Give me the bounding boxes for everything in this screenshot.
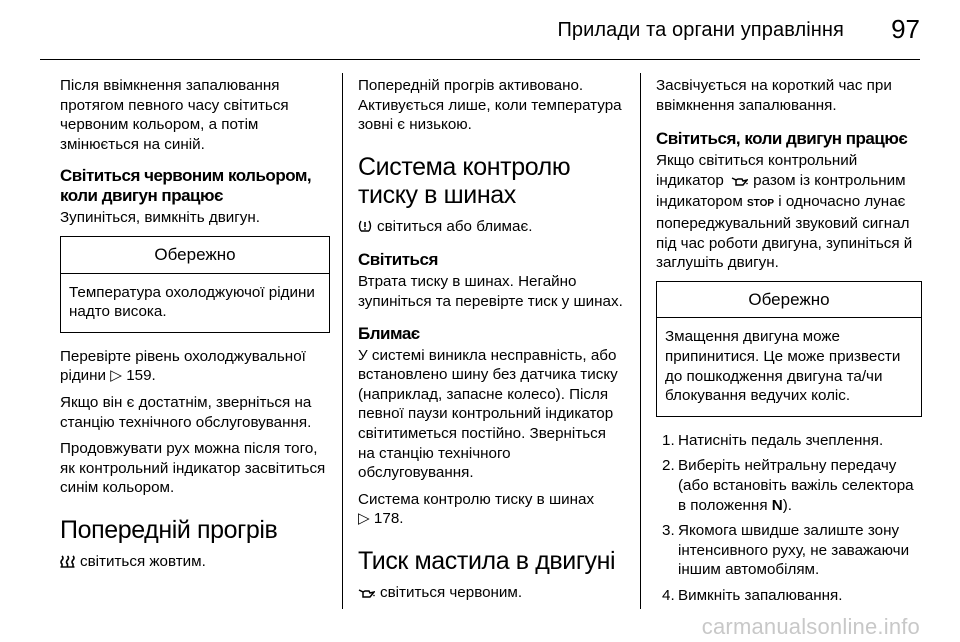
warning-text: Змащення двигуна може припинитися. Це може призвести до пошкодження двигуна та/чи блокування ведучих коліс. [665, 328, 901, 405]
warning-box [656, 281, 922, 417]
page-ref-arrow-icon: ▷ [110, 367, 122, 385]
paragraph: Якщо він є достатнім, зверніться на станцію технічного обслуговування. [60, 393, 312, 431]
warning-box [60, 236, 330, 333]
paragraph: Система контролю тиску в шинах ▷ 178. [358, 490, 595, 528]
oil-can-icon [358, 585, 375, 605]
stop-icon: STOP [747, 198, 775, 210]
section-heading: Світиться, коли двигун працює [656, 129, 908, 149]
list-item: 3. Якомога швидше залиште зону інтенсивного руху, не заважаючи іншим автомобілям. [662, 522, 910, 579]
paragraph: Після ввімкнення запалювання протягом певного часу світиться червоним кольором, а потім змінюється на синій. [60, 77, 289, 153]
page-number: 97 [891, 14, 920, 44]
paragraph: Зупиніться, вимкніть двигун. [60, 209, 261, 227]
paragraph: світиться жовтим. [60, 552, 330, 574]
page-ref-link[interactable]: 159. [126, 367, 156, 385]
page-ref-link[interactable]: 178. [373, 510, 404, 528]
page-ref-arrow-icon: ▷ [358, 510, 370, 528]
page-header [0, 0, 960, 58]
section-title: Система контролю тиску в шинах [358, 152, 571, 209]
warning-text: Температура охолоджуючої рідини надто висока. [69, 283, 315, 321]
section-title: Попередній прогрів [60, 515, 278, 544]
column-2 [358, 76, 624, 612]
paragraph: Продовжувати рух можна після того, як контрольний індикатор засвітиться синім кольором. [60, 440, 326, 497]
section-title: Тиск мастила в двигуні [358, 546, 616, 575]
list-item: 4. Вимкніть запалювання. [662, 586, 843, 604]
section-heading: Блимає [358, 323, 420, 343]
list-item: 1. Натисніть педаль зчеплення. [662, 431, 884, 449]
paragraph: світиться або блимає. [358, 217, 624, 239]
steps-list [656, 431, 922, 606]
tire-pressure-icon [358, 219, 372, 239]
oil-can-icon [731, 173, 748, 193]
paragraph: Засвічується на короткий час при ввімкнення запалювання. [656, 77, 892, 114]
section-heading: Світиться червоним кольором, коли двигун працює [60, 166, 312, 206]
section-heading: Світиться [358, 250, 438, 270]
column-3 [656, 76, 922, 611]
glow-plug-icon [60, 554, 75, 574]
column-divider [640, 73, 641, 609]
paragraph: Попередній прогрів активовано. Активується лише, коли температура зовні є низькою. [358, 77, 622, 134]
watermark: carmanualsonline.info [701, 614, 920, 639]
paragraph: Втрата тиску в шинах. Негайно зупиніться та перевірте тиск у шинах. [358, 273, 623, 310]
paragraph: світиться червоним. [358, 583, 624, 605]
column-divider [342, 73, 343, 609]
paragraph: Якщо світиться контрольний індикатор разом із контрольним індикатором STOP і одночасно лунає попереджувальний звуковий сигнал під час роботи двигуна, зупиніться й заглушіть двигун. [656, 152, 913, 272]
warning-title: Обережно [61, 237, 329, 274]
header-title: Прилади та органи управління [557, 19, 844, 41]
list-item: 2. Виберіть нейтральну передачу (або встановіть важіль селектора в положення N). [662, 457, 914, 514]
column-1 [60, 76, 330, 581]
paragraph: Перевірте рівень охолоджувальної рідини ▷ 159. [60, 347, 306, 385]
paragraph: У системі виникла несправність, або встановлено шину без датчика тиску (наприклад, запасне колесо). Після певної паузи контрольний індикатор світитиметься постійно. Зверніться на станцію технічного обслуговування. [358, 346, 618, 482]
warning-title: Обережно [657, 282, 921, 319]
header-rule [40, 59, 920, 60]
